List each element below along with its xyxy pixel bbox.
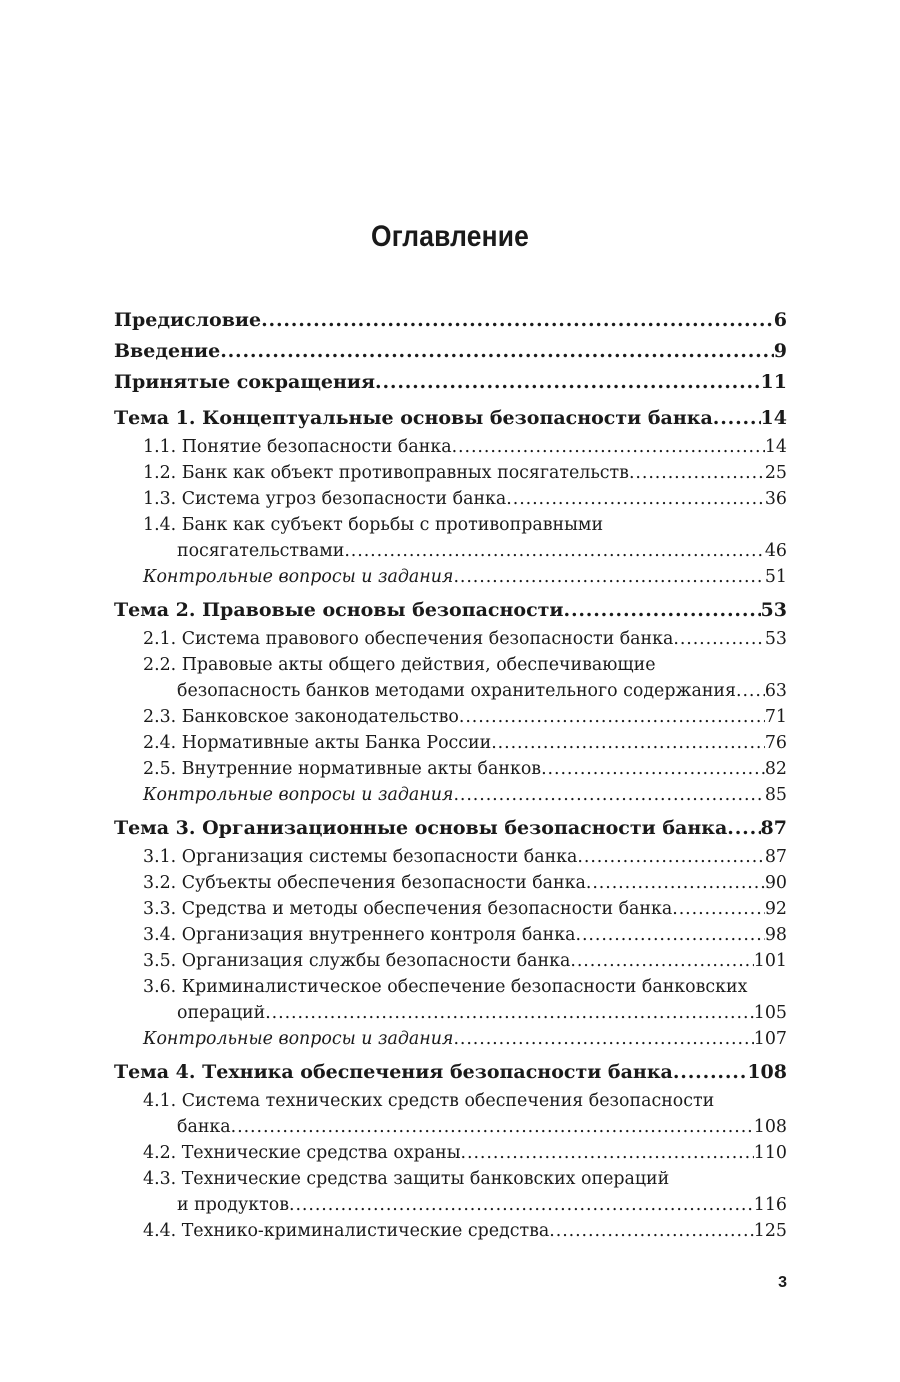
toc-chapter-entry[interactable]: [114, 1057, 787, 1088]
toc-entry-page: 108: [747, 1061, 787, 1083]
toc-leader-dots: [673, 626, 765, 652]
toc-entry-title: 2.4. Нормативные акты Банка России: [143, 733, 492, 753]
toc-entry-title: Контрольные вопросы и задания: [143, 567, 454, 587]
toc-leader-dots: [576, 922, 765, 948]
toc-entry-title: Предисловие: [114, 309, 262, 331]
toc-section-entry[interactable]: [114, 1026, 787, 1052]
toc-entry-page: 14: [764, 437, 787, 457]
toc-entry-title: Контрольные вопросы и задания: [143, 1029, 454, 1049]
toc-leader-dots: [570, 948, 753, 974]
toc-leader-dots: [453, 782, 764, 808]
toc-entry-page: 101: [753, 951, 787, 971]
toc-section-entry[interactable]: [114, 730, 787, 756]
toc-entry-page: 110: [753, 1143, 787, 1163]
toc-leader-dots: [453, 1026, 753, 1052]
toc-entry-title: 3.5. Организация службы безопасности банка: [143, 951, 571, 971]
toc-entry-title: 1.1. Понятие безопасности банка: [143, 437, 452, 457]
toc-entry-title: Контрольные вопросы и задания: [143, 785, 454, 805]
toc-section-entry[interactable]: [114, 704, 787, 730]
toc-entry-title: 2.5. Внутренние нормативные акты банков: [143, 759, 542, 779]
toc-chapter-entry[interactable]: [114, 403, 787, 434]
toc-leader-dots: [344, 538, 765, 564]
toc-section-entry[interactable]: [114, 922, 787, 948]
toc-leader-dots: [577, 844, 764, 870]
toc-entry-title: и продуктов: [177, 1195, 290, 1215]
toc-entry-title: операций: [177, 1003, 266, 1023]
toc-entry-page: 46: [764, 541, 787, 561]
toc-section-entry[interactable]: [114, 652, 787, 678]
toc-entry-page: 85: [764, 785, 787, 805]
toc-leader-dots: [453, 564, 764, 590]
toc-entry-page: 98: [764, 925, 787, 945]
toc-section-entry[interactable]: [114, 756, 787, 782]
toc-entry-title: банка: [177, 1117, 231, 1137]
toc-leader-dots: [736, 678, 765, 704]
toc-section-entry[interactable]: [114, 626, 787, 652]
toc-leader-dots: [586, 870, 765, 896]
toc-leader-dots: [261, 305, 774, 336]
toc-entry-page: 63: [764, 681, 787, 701]
toc-entry-page: 87: [764, 847, 787, 867]
toc-entry-title: 3.4. Организация внутреннего контроля банка: [143, 925, 576, 945]
table-of-contents: [114, 305, 787, 1244]
toc-entry-page: 14: [760, 407, 787, 429]
toc-section-entry[interactable]: [114, 486, 787, 512]
toc-section-entry[interactable]: [114, 948, 787, 974]
toc-entry-title: Тема 3. Организационные основы безопасности банка: [114, 817, 728, 839]
toc-section-entry[interactable]: [114, 678, 787, 704]
toc-entry-page: 82: [764, 759, 787, 779]
toc-entry-title: 2.2. Правовые акты общего действия, обеспечивающие: [143, 655, 656, 675]
toc-leader-dots: [506, 486, 765, 512]
toc-section-entry[interactable]: [114, 1192, 787, 1218]
toc-leader-dots: [713, 403, 761, 434]
toc-leader-dots: [491, 730, 765, 756]
toc-entry-page: 71: [764, 707, 787, 727]
toc-leader-dots: [727, 813, 760, 844]
toc-section-entry[interactable]: [114, 782, 787, 808]
page-title: Оглавление: [371, 220, 529, 253]
toc-leader-dots: [461, 1140, 754, 1166]
toc-leader-dots: [564, 595, 761, 626]
toc-entry-title: 2.1. Система правового обеспечения безопасности банка: [143, 629, 674, 649]
toc-chapter-entry[interactable]: [114, 367, 787, 398]
toc-leader-dots: [541, 756, 765, 782]
toc-section-entry[interactable]: [114, 870, 787, 896]
toc-section-entry[interactable]: [114, 974, 787, 1000]
toc-chapter-entry[interactable]: [114, 595, 787, 626]
toc-entry-page: 125: [753, 1221, 787, 1241]
toc-entry-page: 87: [760, 817, 787, 839]
toc-entry-title: 3.2. Субъекты обеспечения безопасности банка: [143, 873, 586, 893]
toc-entry-title: Тема 2. Правовые основы безопасности: [114, 599, 564, 621]
toc-entry-title: Введение: [114, 340, 221, 362]
toc-leader-dots: [672, 896, 765, 922]
toc-entry-page: 116: [753, 1195, 787, 1215]
toc-entry-title: 4.2. Технические средства охраны: [143, 1143, 461, 1163]
toc-section-entry[interactable]: [114, 564, 787, 590]
toc-chapter-entry[interactable]: [114, 305, 787, 336]
toc-leader-dots: [265, 1000, 754, 1026]
toc-entry-title: 2.3. Банковское законодательство: [143, 707, 459, 727]
toc-section-entry[interactable]: [114, 844, 787, 870]
toc-entry-page: 53: [764, 629, 787, 649]
toc-section-entry[interactable]: [114, 1114, 787, 1140]
toc-entry-title: 1.3. Система угроз безопасности банка: [143, 489, 507, 509]
toc-leader-dots: [452, 434, 765, 460]
toc-section-entry[interactable]: [114, 1166, 787, 1192]
toc-entry-title: 3.1. Организация системы безопасности банка: [143, 847, 578, 867]
toc-section-entry[interactable]: [114, 512, 787, 538]
toc-entry-title: 3.6. Криминалистическое обеспечение безопасности банковских: [143, 977, 748, 997]
toc-leader-dots: [220, 336, 774, 367]
toc-leader-dots: [629, 460, 765, 486]
toc-section-entry[interactable]: [114, 434, 787, 460]
toc-entry-page: 107: [753, 1029, 787, 1049]
toc-section-entry[interactable]: [114, 538, 787, 564]
toc-entry-page: 25: [764, 463, 787, 483]
toc-section-entry[interactable]: [114, 460, 787, 486]
toc-entry-title: Тема 1. Концептуальные основы безопасности банка: [114, 407, 713, 429]
toc-entry-page: 92: [764, 899, 787, 919]
toc-entry-page: 90: [764, 873, 787, 893]
toc-entry-title: Принятые сокращения: [114, 371, 376, 393]
toc-entry-title: посягательствами: [177, 541, 345, 561]
toc-section-entry[interactable]: [114, 1140, 787, 1166]
toc-entry-title: 3.3. Средства и методы обеспечения безопасности банка: [143, 899, 673, 919]
toc-chapter-entry[interactable]: [114, 813, 787, 844]
toc-entry-page: 9: [773, 340, 787, 362]
toc-entry-page: 6: [773, 309, 787, 331]
toc-entry-page: 105: [753, 1003, 787, 1023]
toc-entry-title: 4.1. Система технических средств обеспечения безопасности: [143, 1091, 715, 1111]
toc-chapter-entry[interactable]: [114, 336, 787, 367]
toc-leader-dots: [289, 1192, 754, 1218]
toc-entry-page: 108: [753, 1117, 787, 1137]
toc-leader-dots: [673, 1057, 747, 1088]
page-number: 3: [778, 1274, 787, 1291]
toc-entry-page: 53: [760, 599, 787, 621]
toc-leader-dots: [459, 704, 765, 730]
toc-entry-title: 4.4. Технико-криминалистические средства: [143, 1221, 550, 1241]
toc-entry-page: 11: [760, 371, 787, 393]
toc-entry-page: 51: [764, 567, 787, 587]
toc-section-entry[interactable]: [114, 1000, 787, 1026]
toc-entry-title: Тема 4. Техника обеспечения безопасности банка: [114, 1061, 673, 1083]
toc-entry-title: безопасность банков методами охранительного содержания: [177, 681, 736, 701]
toc-entry-page: 76: [764, 733, 787, 753]
toc-leader-dots: [549, 1218, 754, 1244]
toc-leader-dots: [231, 1114, 754, 1140]
toc-entry-title: 4.3. Технические средства защиты банковских операций: [143, 1169, 670, 1189]
toc-entry-title: 1.4. Банк как субъект борьбы с противоправными: [143, 515, 604, 535]
toc-entry-page: 36: [764, 489, 787, 509]
toc-section-entry[interactable]: [114, 1088, 787, 1114]
toc-entry-title: 1.2. Банк как объект противоправных посягательств: [143, 463, 629, 483]
toc-leader-dots: [375, 367, 761, 398]
toc-section-entry[interactable]: [114, 1218, 787, 1244]
toc-section-entry[interactable]: [114, 896, 787, 922]
